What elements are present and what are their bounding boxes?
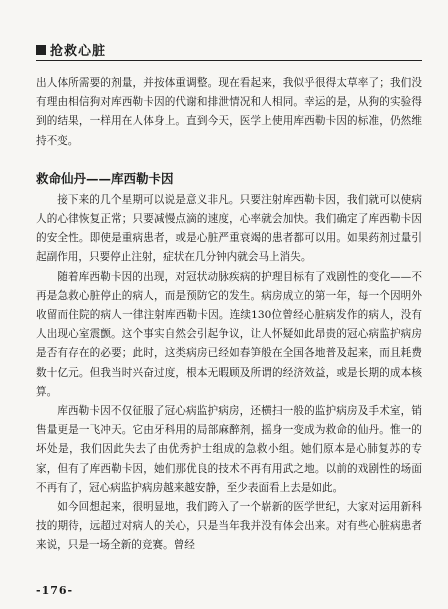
paragraph: 随着库西勒卡因的出现，对冠状动脉疾病的护理目标有了戏剧性的变化——不再是急救心脏停止的病人，而是预防它的发生。病房成立的第一年，每一个因明外收留而住院的病人一律注射库西勒卡因。连续130位曾经心脏病发作的病人，没有人出现心室震颤。这个事实自然会引起争议，让人怀疑如此昂贵的冠心病监护病房是否有存在的必要；此时，这类病房已经如春笋般在全国各地普及起来，而且耗费数十亿元。但我当时兴奋过度，根本无暇顾及所谓的经济效益，或是长期的成本核算。 bbox=[36, 270, 422, 398]
section-heading: 救命仙丹——库西勒卡因 bbox=[36, 170, 174, 186]
paragraph: 接下来的几个星期可以说是意义非凡。只要注射库西勒卡因，我们就可以使病人的心律恢复正常；只要减慢点滴的速度，心率就会加快。我们确定了库西勒卡因的安全性。即使是重病患者，或是心脏严重衰竭的患者都可以用。如果药剂过量引起副作用，只要停止注射，症状在几分钟内就会马上消失。 bbox=[36, 193, 422, 264]
body-text bbox=[36, 74, 422, 556]
paragraph: 如今回想起来，很明显地，我们跨入了一个崭新的医学世纪，大家对运用新科技的期待，远超过对病人的关心，只是当年我并没有体会出来。对有些心脏病患者来说，只是一场全新的竞赛。曾经 bbox=[36, 501, 422, 552]
running-header bbox=[36, 40, 106, 59]
paragraph: 出人体所需要的剂量，并按体重调整。现在看起来，我似乎很得太草率了；我们没有理由相信狗对库西勒卡因的代谢和排泄情况和人相同。幸运的是，从狗的实验得到的结果，一样用在人体身上。直到今天，医学上使用库西勒卡因的标准，仍然维持不变。 bbox=[36, 77, 422, 147]
page-number: -176- bbox=[36, 584, 74, 597]
header-square-mark bbox=[36, 45, 46, 55]
paragraph: 库西勒卡因不仅征服了冠心病监护病房，还横扫一般的监护病房及手术室，销售量更是一飞冲天。它由牙科用的局部麻醉剂，摇身一变成为救命的仙丹。惟一的坏处是，我们因此失去了由优秀护士组成的急救小组。她们原本是心肺复苏的专家，但有了库西勒卡因，她们那优良的技术不再有用武之地。以前的戏剧性的场面不再有了，冠心病监护病房越来越安静，至少表面看上去是如此。 bbox=[36, 405, 422, 494]
running-header-title: 抢救心脏 bbox=[50, 44, 107, 59]
header-divider bbox=[36, 60, 422, 61]
